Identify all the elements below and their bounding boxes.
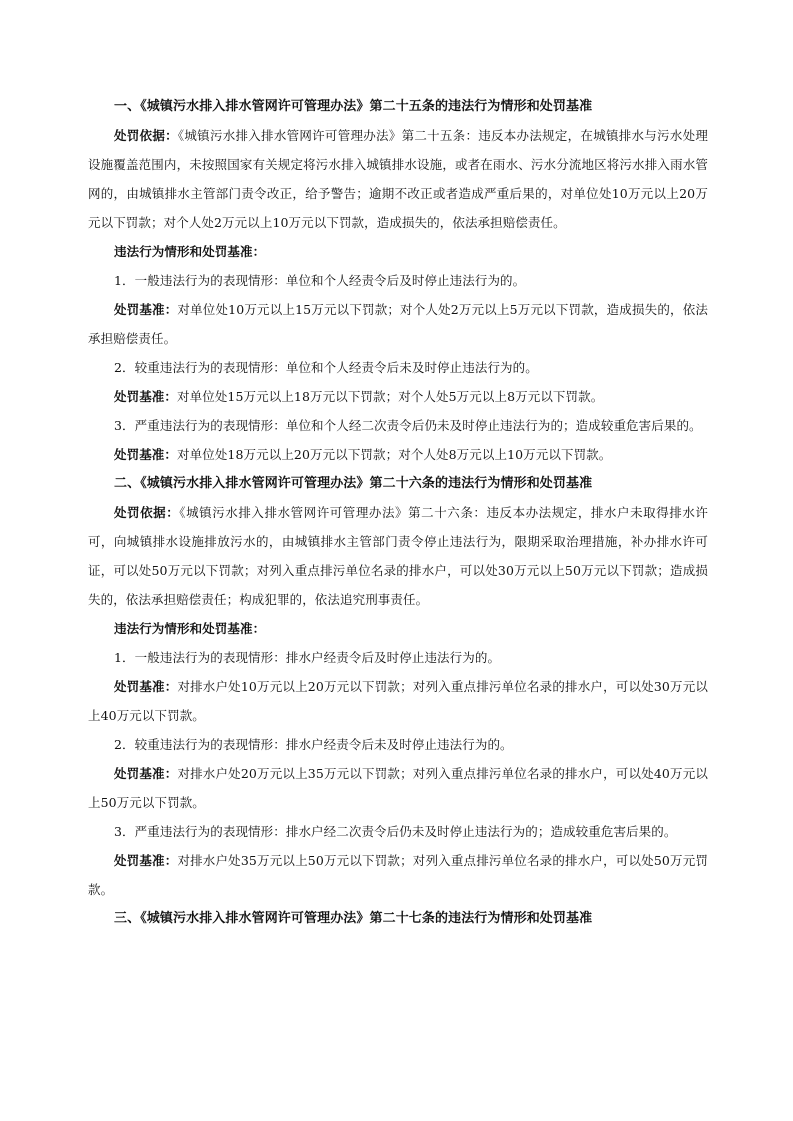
penalty-standard: [88, 759, 708, 817]
document-body: [88, 92, 708, 933]
section-heading: 三、《城镇污水排入排水管网许可管理办法》第二十七条的违法行为情形和处罚基准: [114, 911, 593, 926]
basis-label: 处罚依据：: [114, 505, 180, 520]
situation-text: 1．一般违法行为的表现情形：排水户经责令后及时停止违法行为的。: [114, 650, 501, 665]
situation-text: 3．严重违法行为的表现情形：单位和个人经二次责令后仍未及时停止违法行为的；造成较重危害后果的。: [114, 418, 702, 433]
basis-label: 处罚依据：: [114, 128, 178, 143]
penalty-label: 处罚基准：: [114, 302, 178, 317]
penalty-basis: [88, 121, 708, 237]
situation-text: 1．一般违法行为的表现情形：单位和个人经责令后及时停止违法行为的。: [114, 273, 526, 288]
section-heading: 一、《城镇污水排入排水管网许可管理办法》第二十五条的违法行为情形和处罚基准: [114, 99, 593, 114]
penalty-label: 处罚基准：: [114, 766, 178, 781]
penalty-text: 对排水户处10万元以上20万元以下罚款；对列入重点排污单位名录的排水户，可以处30万元以上40万元以下罚款。: [88, 679, 708, 723]
penalty-standard: [88, 846, 708, 904]
subhead: 违法行为情形和处罚基准：: [114, 621, 266, 636]
penalty-text: 对单位处10万元以上15万元以下罚款；对个人处2万元以上5万元以下罚款，造成损失的，依法承担赔偿责任。: [88, 302, 708, 346]
penalty-text: 对排水户处20万元以上35万元以下罚款；对列入重点排污单位名录的排水户，可以处40万元以上50万元以下罚款。: [88, 766, 708, 810]
section-heading: 二、《城镇污水排入排水管网许可管理办法》第二十六条的违法行为情形和处罚基准: [114, 476, 593, 491]
penalty-label: 处罚基准：: [114, 853, 178, 868]
penalty-label: 处罚基准：: [114, 389, 178, 404]
basis-text: 《城镇污水排入排水管网许可管理办法》第二十五条：违反本办法规定，在城镇排水与污水处理设施覆盖范围内，未按照国家有关规定将污水排入城镇排水设施，或者在雨水、污水分流地区将污水排入雨水管网的，由城镇排水主管部门责令改正，给予警告；逾期不改正或者造成严重后果的，对单位处10万元以上20万元以下罚款；对个人处2万元以上10万元以下罚款，造成损失的，依法承担赔偿责任。: [88, 128, 708, 230]
penalty-text: 对单位处15万元以上18万元以下罚款；对个人处5万元以上8万元以下罚款。: [177, 389, 604, 404]
penalty-standard: [88, 672, 708, 730]
basis-text: 《城镇污水排入排水管网许可管理办法》第二十六条：违反本办法规定，排水户未取得排水许可，向城镇排水设施排放污水的，由城镇排水主管部门责令停止违法行为，限期采取治理措施，补办排水许可证，可以处50万元以下罚款；对列入重点排污单位名录的排水户，可以处30万元以上50万元以下罚款；造成损失的，依法承担赔偿责任；构成犯罪的，依法追究刑事责任。: [88, 505, 708, 607]
penalty-standard: [88, 440, 708, 469]
penalty-label: 处罚基准：: [114, 679, 178, 694]
penalty-text: 对单位处18万元以上20万元以下罚款；对个人处8万元以上10万元以下罚款。: [177, 447, 612, 462]
subhead: 违法行为情形和处罚基准：: [114, 244, 266, 259]
situation-text: 2．较重违法行为的表现情形：排水户经责令后未及时停止违法行为的。: [114, 737, 513, 752]
penalty-standard: [88, 295, 708, 353]
penalty-text: 对排水户处35万元以上50万元以下罚款；对列入重点排污单位名录的排水户，可以处50万元罚款。: [88, 853, 708, 897]
situation-text: 2．较重违法行为的表现情形：单位和个人经责令后未及时停止违法行为的。: [114, 360, 538, 375]
penalty-label: 处罚基准：: [114, 447, 178, 462]
situation-text: 3．严重违法行为的表现情形：排水户经二次责令后仍未及时停止违法行为的；造成较重危害后果的。: [114, 824, 677, 839]
penalty-basis: [88, 498, 708, 614]
penalty-standard: [88, 382, 708, 411]
